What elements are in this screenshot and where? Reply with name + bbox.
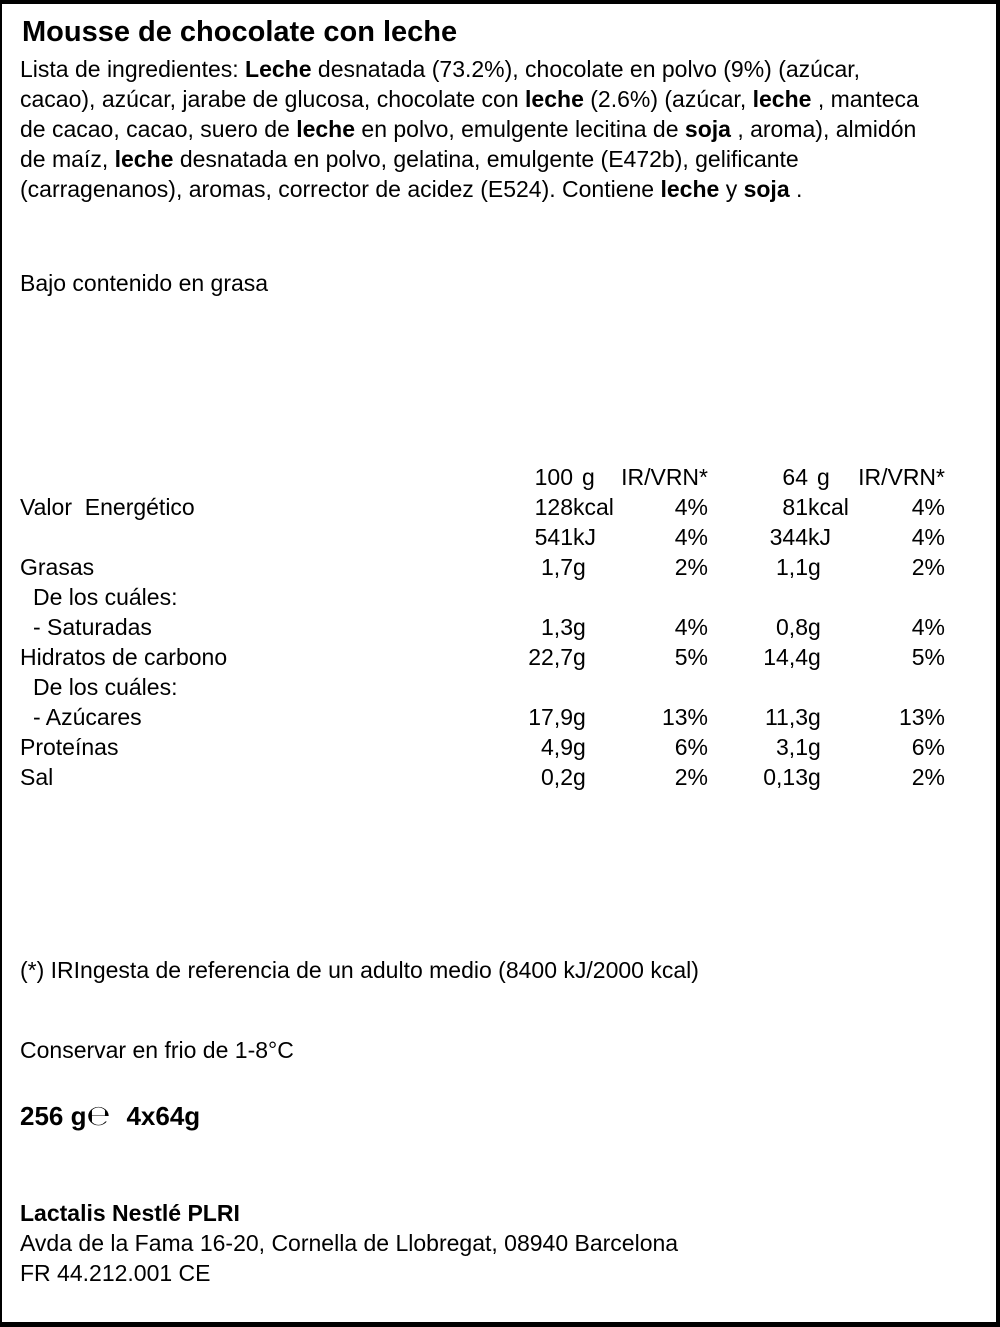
nutrition-claim: Bajo contenido en grasa (20, 270, 269, 296)
nutrition-table-row (20, 672, 945, 702)
net-weight-units: 4x64g (126, 1101, 201, 1131)
row-label: Valor Energético (20, 494, 195, 520)
value-64g (708, 582, 808, 612)
reference-intake-footnote: (*) IRIngesta de referencia de un adulto medio (8400 kJ/2000 kcal) (20, 957, 699, 983)
value-64g: 0,13 (763, 764, 808, 790)
value-100g: 0,2 (541, 764, 573, 790)
percent-100g: 6% (674, 734, 708, 760)
unit-64g: g (808, 554, 821, 580)
ingredient-segment: Leche (245, 56, 312, 82)
ingredient-segment: Lista de ingredientes: (20, 56, 246, 82)
unit-64g: g (808, 644, 821, 670)
ingredient-segment: y (719, 176, 744, 202)
value-100g: 17,9 (528, 704, 573, 730)
row-label: Hidratos de carbono (20, 644, 228, 670)
percent-100g (618, 582, 708, 612)
percent-64g: 4% (911, 614, 945, 640)
manufacturer-block (20, 1198, 976, 1288)
percent-64g (853, 582, 945, 612)
percent-100g: 13% (661, 704, 708, 730)
value-100g: 541 (534, 524, 573, 550)
ingredient-segment: soja (743, 176, 790, 202)
manufacturer-address: Avda de la Fama 16-20, Cornella de Llobregat, 08940 Barcelona (20, 1230, 679, 1256)
unit-100g: g (573, 734, 586, 760)
percent-64g: 6% (911, 734, 945, 760)
percent-100g (618, 672, 708, 702)
row-label: - Saturadas (33, 614, 152, 640)
unit-100g (573, 582, 618, 612)
row-label (20, 522, 458, 552)
ingredient-segment: (2.6%) (azúcar, (583, 86, 753, 112)
percent-64g: 4% (911, 494, 945, 520)
percent-64g: 4% (911, 524, 945, 550)
row-label: De los cuáles: (33, 584, 178, 610)
percent-100g: 4% (674, 494, 708, 520)
value-64g: 1,1 (776, 554, 808, 580)
ingredient-segment: soja (684, 116, 731, 142)
value-100g: 4,9 (541, 734, 573, 760)
unit-100g: g (573, 614, 586, 640)
unit-100g: g (582, 464, 595, 490)
row-label: Grasas (20, 554, 95, 580)
value-100g (458, 582, 573, 612)
unit-64g (808, 582, 853, 612)
ingredient-segment: desnatada (73.2%), chocolate en polvo (9%) (azúcar, cacao), azúcar, jarabe de glucosa, chocolate con (20, 56, 861, 112)
value-100g: 1,3 (541, 614, 573, 640)
ingredient-segment: desnatada en polvo, gelatina, emulgente (E472b), gelificante (carragenanos), aromas, corrector de acidez (E524). Contiene (20, 146, 799, 202)
percent-100g: 4% (674, 614, 708, 640)
value-64g: 81 (782, 494, 808, 520)
percent-64g: 5% (911, 644, 945, 670)
percent-64g: 13% (898, 704, 945, 730)
value-100g: 128 (534, 494, 573, 520)
value-64g (708, 672, 808, 702)
percent-64g (853, 672, 945, 702)
ingredient-segment: leche (525, 86, 584, 112)
nutrition-table-row (20, 642, 945, 672)
row-label: - Azúcares (33, 704, 142, 730)
unit-64g (808, 672, 853, 702)
value-100g: 1,7 (541, 554, 573, 580)
nutrition-table-row (20, 702, 945, 732)
unit-64g: g (808, 704, 821, 730)
unit-100g: g (573, 554, 586, 580)
unit-64g: g (808, 734, 821, 760)
ingredient-segment: . (789, 176, 803, 202)
value-64g: 64 (782, 464, 808, 490)
unit-64g: kcal (808, 494, 849, 520)
row-label (20, 462, 458, 492)
unit-100g: g (573, 644, 586, 670)
unit-100g: kcal (573, 494, 614, 520)
unit-100g: kJ (573, 524, 596, 550)
percent-100g: 4% (674, 524, 708, 550)
nutrition-table-header-row (20, 462, 945, 492)
manufacturer-registration: FR 44.212.001 CE (20, 1260, 211, 1286)
unit-100g: g (573, 704, 586, 730)
percent-100g: 2% (674, 764, 708, 790)
row-label: De los cuáles: (33, 674, 178, 700)
nutrition-table (20, 462, 945, 792)
ingredient-segment: , manteca de cacao, cacao, suero de (20, 86, 919, 142)
ingredient-segment: en polvo, emulgente lecitina de (355, 116, 685, 142)
storage-instructions: Conservar en frio de 1-8°C (20, 1037, 294, 1063)
unit-100g: g (573, 764, 586, 790)
unit-64g: g (808, 614, 821, 640)
value-64g: 344 (769, 524, 808, 550)
nutrition-table-row (20, 582, 945, 612)
unit-64g: g (817, 464, 830, 490)
percent-64g: IR/VRN* (858, 464, 945, 490)
percent-100g: 2% (674, 554, 708, 580)
value-64g: 14,4 (763, 644, 808, 670)
percent-100g: IR/VRN* (621, 464, 708, 490)
ingredient-segment: leche (752, 86, 812, 112)
percent-100g: 5% (674, 644, 708, 670)
ingredient-segment: , aroma), almidón de maíz, (20, 116, 917, 172)
nutrition-table-row (20, 522, 945, 552)
value-64g: 11,3 (764, 704, 808, 730)
value-100g: 100 (534, 464, 573, 490)
unit-64g: g (808, 764, 821, 790)
nutrition-table-row (20, 612, 945, 642)
manufacturer-name: Lactalis Nestlé PLRI (20, 1200, 240, 1226)
row-label: Proteínas (20, 734, 119, 760)
row-label: Sal (20, 764, 54, 790)
value-64g: 3,1 (776, 734, 808, 760)
nutrition-table-row (20, 552, 945, 582)
ingredient-segment: leche (660, 176, 720, 202)
unit-64g: kJ (808, 524, 831, 550)
percent-64g: 2% (911, 554, 945, 580)
ingredients-paragraph (20, 54, 925, 268)
percent-64g: 2% (911, 764, 945, 790)
nutrition-table-row (20, 732, 945, 762)
value-64g: 0,8 (776, 614, 808, 640)
net-weight-line (20, 1098, 976, 1134)
net-weight-total: 256 g (20, 1101, 87, 1131)
nutrition-table-row (20, 762, 945, 792)
value-100g: 22,7 (528, 644, 573, 670)
ingredient-segment: leche (114, 146, 174, 172)
unit-100g (573, 672, 618, 702)
product-title: Mousse de chocolate con leche (22, 16, 458, 48)
estimated-sign: ℮ (86, 1099, 111, 1132)
nutrition-table-row (20, 492, 945, 522)
ingredient-segment: leche (296, 116, 356, 142)
value-100g (458, 672, 573, 702)
